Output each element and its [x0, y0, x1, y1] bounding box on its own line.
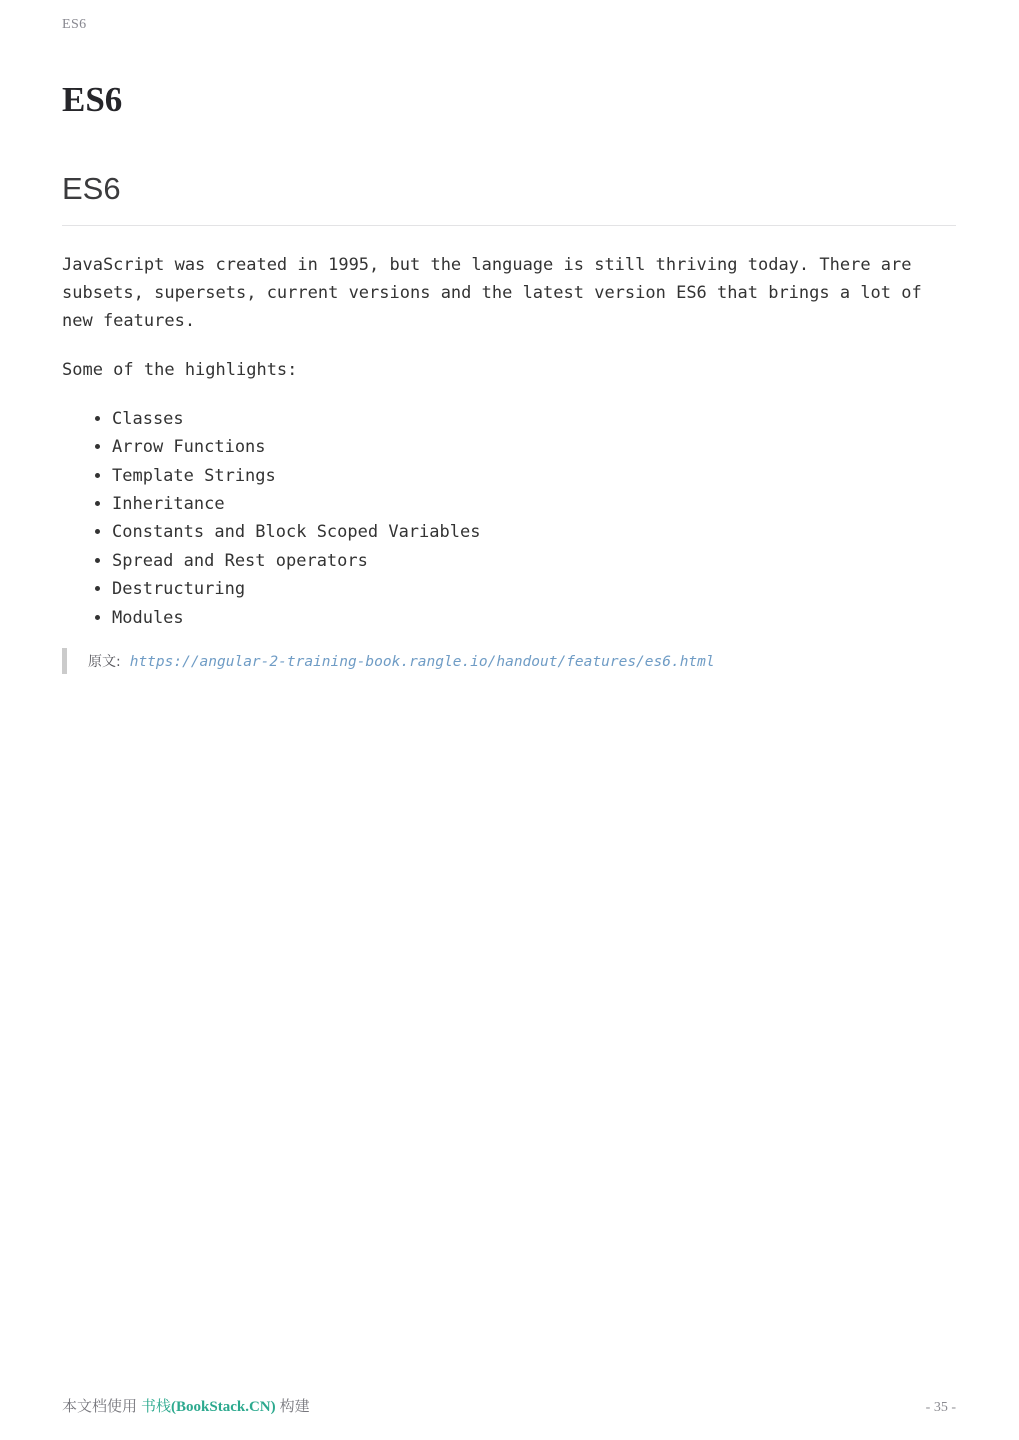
- section-title: ES6: [62, 171, 956, 226]
- list-item: • Spread and Rest operators: [112, 547, 956, 575]
- list-item: • Template Strings: [112, 462, 956, 490]
- source-blockquote: [62, 648, 956, 674]
- source-url-link[interactable]: https://angular-2-training-book.rangle.io/handout/features/es6.html: [129, 654, 715, 671]
- footer-prefix: 本文档使用: [62, 1397, 138, 1415]
- list-item: • Destructuring: [112, 575, 956, 603]
- footer-suffix: 构建: [279, 1397, 310, 1415]
- highlights-list: [62, 405, 956, 632]
- bookstack-link[interactable]: [141, 1397, 276, 1415]
- page-footer: [62, 1395, 956, 1416]
- chapter-title: ES6: [62, 80, 123, 119]
- bookstack-link-en: (BookStack.CN): [171, 1399, 276, 1415]
- list-item: • Constants and Block Scoped Variables: [112, 518, 956, 546]
- running-header: ES6: [62, 17, 87, 32]
- intro-paragraph: JavaScript was created in 1995, but the language is still thriving today. There are subsets, supersets, current versions and the latest version ES6 that brings a lot of new features.: [62, 254, 922, 332]
- footer-build-note: [62, 1395, 310, 1416]
- page-number: - 35 -: [925, 1400, 956, 1415]
- source-label: 原文:: [88, 654, 121, 671]
- list-item: • Modules: [112, 604, 956, 632]
- bookstack-link-cn: 书栈: [141, 1397, 172, 1415]
- list-item: • Classes: [112, 405, 956, 433]
- highlights-intro: Some of the highlights:: [62, 359, 298, 380]
- list-item: • Arrow Functions: [112, 433, 956, 461]
- list-item: • Inheritance: [112, 490, 956, 518]
